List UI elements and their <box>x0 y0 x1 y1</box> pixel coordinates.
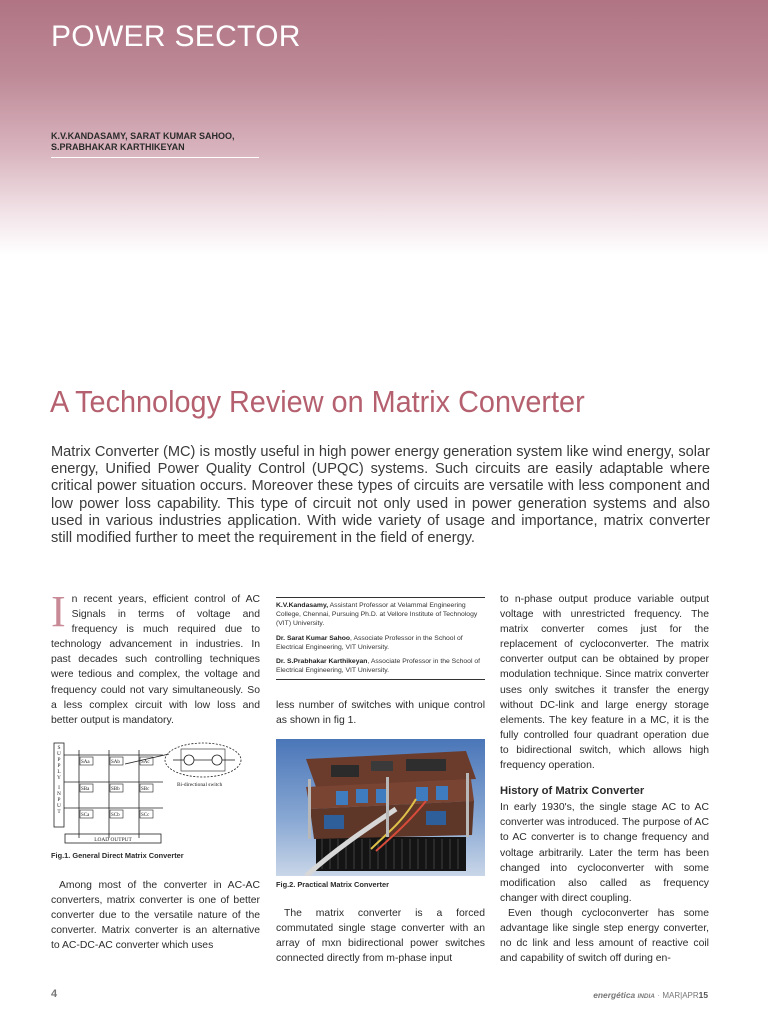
matrix-converter-photo <box>276 739 485 876</box>
figure-2-photo <box>276 739 485 876</box>
bio-name: Dr. S.Prabhakar Karthikeyan <box>276 658 368 666</box>
switch-label: SBb <box>111 787 120 792</box>
switch-label: SCc <box>141 813 150 818</box>
column-3-text <box>500 592 709 966</box>
paragraph: Even though cycloconverter has some advantage like single step energy converter, no dc link and less amount of reactive coil and capability of switch off during en- <box>500 907 709 965</box>
figure-1-caption: Fig.1. General Direct Matrix Converter <box>51 851 184 860</box>
switch-label: SBc <box>141 787 150 792</box>
author-bio-box <box>276 597 485 680</box>
bio-text: , Associate Professor in the School of Electrical Engineering, VIT University. <box>276 634 463 651</box>
paragraph: The matrix converter is a forced commutated single stage converter with an array of mxn bidirectional power switches connected directly from m-phase input <box>276 908 485 965</box>
switch-label: SCb <box>111 813 120 818</box>
bio-name: Dr. Sarat Kumar Sahoo <box>276 634 351 642</box>
magazine-region: INDIA <box>637 993 655 1000</box>
author-bio <box>276 657 485 675</box>
matrix-converter-diagram <box>51 740 260 848</box>
author-list <box>51 131 259 158</box>
issue-year: 15 <box>698 990 708 1000</box>
switch-label: SAb <box>111 760 120 765</box>
column-2-text <box>276 698 485 728</box>
paragraph: In early 1930's, the single stage AC to AC converter was introduced. The purpose of AC to AC converter is to change frequency and voltage arbitrarily. Later the term has been changed into cycloconverter with some modification also called as frequency changer with direct coupling. <box>500 802 709 904</box>
switch-label: SAc <box>141 760 150 765</box>
column-2-continued <box>276 906 485 966</box>
author-bio <box>276 601 485 629</box>
article-abstract: Matrix Converter (MC) is mostly useful in high power energy generation system like wind energy, solar energy, Unified Power Quality Control (UPQC) systems. Such circuits are easily adaptable where critical power situation occurs. Moreover these types of circuits are versatile with less component and low power loss capability. This type of circuit not only used in power generation systems and also used in various industries application. With wide variety of usage and importance, matrix converter still modified further to meet the requirement in the field of energy. <box>51 444 710 547</box>
intro-paragraph: n recent years, efficient control of AC Signals in terms of voltage and frequency is much required due to technology advancement in industries. In past decades such controlling techniques were tedious and complex, the voltage and frequency could not vary simultaneously. So a less complex circuit with low loss and better output is mandatory. <box>51 594 260 726</box>
figure-2-caption: Fig.2. Practical Matrix Converter <box>276 880 389 889</box>
author-bio <box>276 634 485 652</box>
switch-label: SAa <box>81 760 90 765</box>
section-heading: History of Matrix Converter <box>500 785 645 798</box>
supply-input-label: S U P P L Y I N P U T <box>57 745 61 815</box>
column-1-intro <box>51 587 260 728</box>
magazine-footer: energética INDIA · MAR|APR15 <box>593 990 708 1000</box>
drop-cap: I <box>51 587 66 636</box>
author-line: S.PRABHAKAR KARTHIKEYAN <box>51 142 185 152</box>
load-output-label: LOAD OUTPUT <box>94 837 132 843</box>
switch-label: SBa <box>81 787 90 792</box>
paragraph: Among most of the converter in AC-AC converters, matrix converter is one of better converter due to the versatile nature of the converter. Matrix converter is an alternative to AC-DC-AC converter which uses <box>51 880 260 952</box>
bio-text: , Associate Professor in the School of Electrical Engineering, VIT University. <box>276 658 481 675</box>
bio-name: K.V.Kandasamy, <box>276 602 329 609</box>
paragraph: to n-phase output produce variable output voltage with unrestricted frequency. The matrix converter comes just for the replacement of cycloconverter. The matrix converter output can be obtained by proper modulation technique. Since matrix converter uses only switches it transfer the energy without DC-link and large energy storage elements. The key feature in a MC, it is the fully controlled four quadrant operation due to bidirectional switch, which allows high frequency operation. <box>500 594 709 772</box>
bidirectional-switch-label: Bi-directional switch <box>177 782 223 788</box>
magazine-name: energética <box>593 990 636 1000</box>
section-label: POWER SECTOR <box>51 20 301 53</box>
page-number: 4 <box>51 988 58 1000</box>
article-title: A Technology Review on Matrix Converter <box>50 384 585 419</box>
figure-1-circuit-diagram <box>51 740 260 848</box>
author-line: K.V.KANDASAMY, SARAT KUMAR SAHOO, <box>51 131 235 141</box>
column-1-continued <box>51 878 260 953</box>
switch-label: SCa <box>81 813 90 818</box>
bio-text: Assistant Professor at Velammal Engineering College, Chennai, Pursuing Ph.D. at Vellore Institute of Technology (VIT) University. <box>276 602 478 628</box>
issue-months: MAR|APR <box>662 991 699 1000</box>
paragraph: less number of switches with unique control as shown in fig 1. <box>276 700 485 727</box>
